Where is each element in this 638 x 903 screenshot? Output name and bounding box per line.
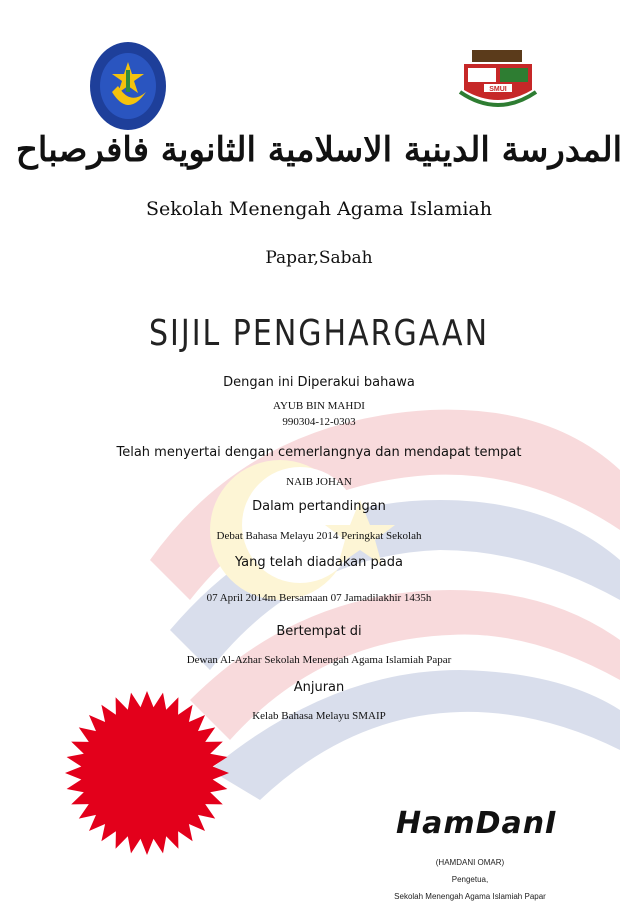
right-logo-text: SMUI [489,86,507,93]
venue-name: Dewan Al-Azhar Sekolah Menengah Agama Islamiah Papar [186,654,452,666]
left-emblem-logo [88,40,168,132]
recipient-id: 990304-12-0303 [282,416,356,428]
competition-label: Dalam pertandingan [252,499,386,514]
signatory-name: (HAMDANI OMAR) [435,858,505,867]
certificate-title: SIJIL PENGHARGAAN [148,312,490,355]
arabic-school-title: المدرسة الدينية الاسلامية الثانوية فافرصباح [15,130,623,170]
recipient-name: AYUB BIN MAHDI [273,400,365,412]
venue-label: Bertempat di [276,624,362,639]
organizer-label: Anjuran [293,680,345,695]
event-date: 07 April 2014m Bersamaan 07 Jamadilakhir 1435h [206,592,432,604]
red-seal [62,688,232,858]
signatory-title: Pengetua, [451,875,489,884]
award-place: NAIB JOHAN [286,476,352,488]
school-name: Sekolah Menengah Agama Islamiah [146,198,492,220]
held-label: Yang telah diadakan pada [235,555,403,570]
signatory-school: Sekolah Menengah Agama Islamiah Papar [394,892,546,901]
right-smui-logo [458,46,538,112]
intro-text: Dengan ini Diperakui bahawa [223,375,415,390]
school-location: Papar,Sabah [265,248,373,268]
participation-text: Telah menyertai dengan cemerlangnya dan mendapat tempat [116,445,522,460]
competition-name: Debat Bahasa Melayu 2014 Peringkat Sekolah [216,530,422,542]
signature: HamDanI [396,806,558,841]
organizer-name: Kelab Bahasa Melayu SMAIP [252,710,386,722]
